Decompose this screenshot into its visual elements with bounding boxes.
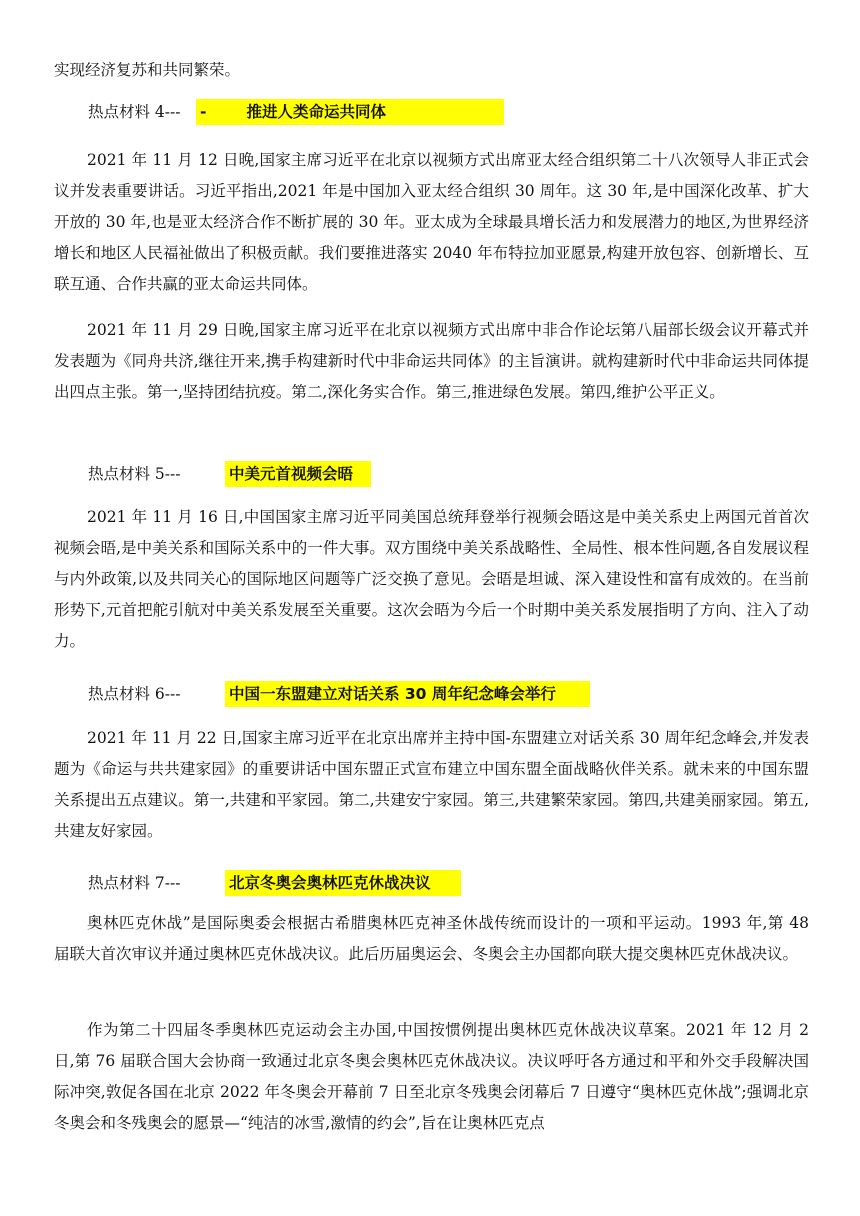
section-5-title: 中美元首视频会晤: [225, 461, 371, 487]
section-5-label: 热点材料 5---: [88, 465, 181, 483]
section-5-heading: [88, 461, 354, 487]
section-6-title: 中国一东盟建立对话关系 30 周年纪念峰会举行: [225, 681, 590, 707]
section-4-paragraph-1: 2021 年 11 月 12 日晚,国家主席习近平在北京以视频方式出席亚太经合组织第二十八次领导人非正式会议并发表重要讲话。习近平指出,2021 年是中国加入亚太经合组织 30 周年。这 30 年,是中国深化改革、扩大开放的 30 年,也是亚太经济合作不断扩展的 30 年。亚太成为全球最具增长活力和发展潜力的地区,为世界经济增长和地区人民福祉做出了积极贡献。我们要推进落实 2040 年布特拉加亚愿景,构建开放包容、创新增长、互联互通、合作共赢的亚太命运共同体。: [54, 151, 809, 293]
section-4-heading: [88, 99, 386, 125]
section-5-paragraph-1: 2021 年 11 月 16 日,中国国家主席习近平同美国总统拜登举行视频会晤这是中美关系史上两国元首首次视频会晤,是中美关系和国际关系中的一件大事。双方围绕中美关系战略性、全局性、根本性问题,各自发展议程与内外政策,以及共同关心的国际地区问题等广泛交换了意见。会晤是坦诚、深入建设性和富有成效的。在当前形势下,元首把舵引航对中美关系发展至关重要。这次会晤为今后一个时期中美关系发展指明了方向、注入了动力。: [54, 508, 809, 650]
section-4-title-text: 推进人类命运共同体: [246, 103, 386, 121]
section-6-label: 热点材料 6---: [88, 685, 181, 703]
section-7-paragraph-2: 作为第二十四届冬季奥林匹克运动会主办国,中国按惯例提出奥林匹克休战决议草案。2021 年 12 月 2 日,第 76 届联合国大会协商一致通过北京冬奥会奥林匹克休战决议。决议呼吁各方通过和平和外交手段解决国际冲突,敦促各国在北京 2022 年冬奥会开幕前 7 日至北京冬残奥会闭幕后 7 日遵守“奥林匹克休战”;强调北京冬奥会和冬残奥会的愿景—“纯洁的冰雪,激情的约会”,旨在让奥林匹克点: [54, 1021, 809, 1132]
section-4-paragraph-2: 2021 年 11 月 29 日晚,国家主席习近平在北京以视频方式出席中非合作论坛第八届部长级会议开幕式并发表题为《同舟共济,继往开来,携手构建新时代中非命运共同体》的主旨演讲。就构建新时代中非命运共同体提出四点主张。第一,坚持团结抗疫。第二,深化务实合作。第三,推进绿色发展。第四,维护公平正义。: [54, 321, 809, 401]
section-6-heading: [88, 681, 556, 707]
section-4-label: 热点材料 4---: [88, 103, 181, 121]
section-7-title: 北京冬奥会奥林匹克休战决议: [225, 870, 461, 896]
section-6-paragraph-1: 2021 年 11 月 22 日,国家主席习近平在北京出席并主持中国-东盟建立对话关系 30 周年纪念峰会,并发表题为《命运与共共建家园》的重要讲话中国东盟正式宣布建立中国东盟全面战略伙伴关系。就未来的中国东盟关系提出五点建议。第一,共建和平家园。第二,共建安宁家园。第三,共建繁荣家园。第四,共建美丽家园。第五,共建友好家园。: [54, 729, 809, 840]
section-4-title: [196, 99, 504, 125]
section-7-heading: [88, 870, 431, 896]
intro-line: 实现经济复苏和共同繁荣。: [54, 61, 241, 79]
section-4-dash: -: [200, 103, 207, 121]
section-7-paragraph-1: 奥林匹克休战”是国际奥委会根据古希腊奥林匹克神圣休战传统而设计的一项和平运动。1993 年,第 48 届联大首次审议并通过奥林匹克休战决议。此后历届奥运会、冬奥会主办国都向联大提交奥林匹克休战决议。: [54, 914, 809, 963]
section-7-label: 热点材料 7---: [88, 874, 181, 892]
